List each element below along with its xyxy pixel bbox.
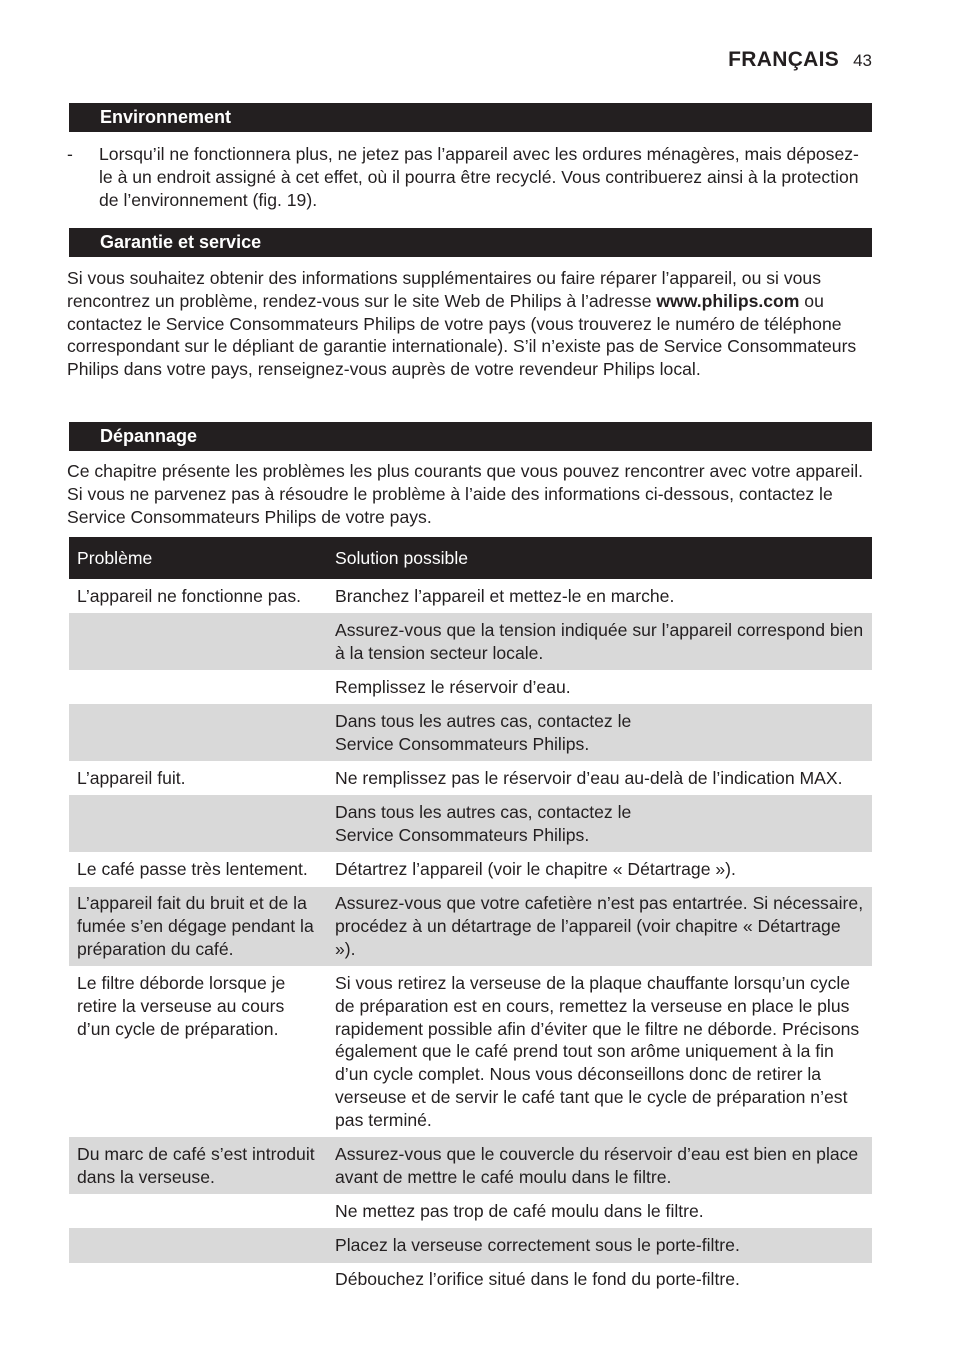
solution-cell: Placez la verseuse correctement sous le porte-filtre. <box>327 1228 872 1262</box>
table-row <box>69 670 872 704</box>
warranty-text-after: ou contactez le Service Consommateurs Philips de votre pays (vous trouverez le numéro de téléphone correspondant sur le dépliant de garantie internationale). S’il n’existe pas de Service Consommateurs Philips dans votre pays, renseignez-vous auprès de votre revendeur Philips local. <box>67 290 857 380</box>
solution-cell: Remplissez le réservoir d’eau. <box>335 676 571 697</box>
table-row <box>69 704 872 761</box>
solution-cell: Ne mettez pas trop de café moulu dans le filtre. <box>335 1200 704 1221</box>
problem-cell <box>69 613 327 670</box>
problem-cell <box>69 1194 327 1228</box>
column-header-solution: Solution possible <box>327 537 872 579</box>
problem-cell <box>69 670 327 704</box>
solution-cell: Détartrez l’appareil (voir le chapitre « Détartrage »). <box>335 859 736 880</box>
table-body <box>69 579 872 1297</box>
problem-cell: Du marc de café s’est introduit dans la verseuse. <box>69 1137 327 1194</box>
section-heading-troubleshooting: Dépannage <box>69 422 872 451</box>
table-row <box>69 761 872 795</box>
table-row <box>69 795 872 852</box>
page-header <box>728 48 872 72</box>
table-row <box>69 613 872 670</box>
problem-cell: L’appareil fait du bruit et de la fumée s’en dégage pendant la préparation du café. <box>69 887 327 967</box>
language-label: FRANÇAIS <box>728 48 840 71</box>
problem-cell <box>69 1263 327 1297</box>
warranty-text-before: Si vous souhaitez obtenir des informations supplémentaires ou faire réparer l’appareil, ou si vous rencontrez un problème, rendez-vous sur le site Web de Philips à l’adresse <box>67 268 822 311</box>
problem-cell <box>69 795 327 852</box>
solution-cell: Débouchez l’orifice situé dans le fond du porte-filtre. <box>335 1269 740 1290</box>
troubleshooting-table <box>69 537 872 1297</box>
troubleshooting-intro: Ce chapitre présente les problèmes les plus courants que vous pouvez rencontrer avec votre appareil. Si vous ne parvenez pas à résoudre le problème à l’aide des informations ci-dessous, contactez le Service Consommateurs Philips de votre pays. <box>67 461 864 527</box>
problem-cell: L’appareil ne fonctionne pas. <box>77 585 302 606</box>
solution-cell: Dans tous les autres cas, contactez le Service Consommateurs Philips. <box>327 704 872 761</box>
problem-cell: L’appareil fuit. <box>77 767 186 788</box>
column-header-problem: Problème <box>69 537 327 579</box>
solution-cell: Ne remplissez pas le réservoir d’eau au-delà de l’indication MAX. <box>335 767 843 788</box>
page-number: 43 <box>853 51 872 70</box>
table-row <box>69 887 872 967</box>
table-header-row <box>69 537 872 579</box>
philips-website-link[interactable]: www.philips.com <box>656 290 800 311</box>
problem-cell: Le café passe très lentement. <box>77 859 308 880</box>
table-row <box>69 1263 872 1297</box>
table-row <box>69 852 872 886</box>
bullet-dash: - <box>67 144 73 164</box>
environment-text: Lorsqu’il ne fonctionnera plus, ne jetez pas l’appareil avec les ordures ménagères, mais déposez-le à un endroit assigné à cet effet, où il pourra être recyclé. Vous contribuerez ainsi à la protection de l’environnement (fig. 19). <box>99 144 859 210</box>
solution-cell: Assurez-vous que la tension indiquée sur l’appareil correspond bien à la tension secteur locale. <box>327 613 872 670</box>
section-heading-warranty: Garantie et service <box>69 228 872 257</box>
solution-cell: Si vous retirez la verseuse de la plaque chauffante lorsqu’un cycle de préparation est en cours, remettez la verseuse en place le plus rapidement possible afin d’éviter que le filtre ne déborde. Précisons également que le café prend tout son arôme uniquement à la fin d’un cycle complet. Nous vous déconseillons donc de retirer la verseuse et de servir le café tant que le cycle de préparation n’est pas terminé. <box>335 973 860 1130</box>
section-heading-environment: Environnement <box>69 103 872 132</box>
table-row <box>69 579 872 613</box>
warranty-text <box>67 267 875 381</box>
problem-cell <box>69 1228 327 1262</box>
problem-cell: Le filtre déborde lorsque je retire la verseuse au cours d’un cycle de préparation. <box>77 973 286 1039</box>
table-row <box>69 1137 872 1194</box>
solution-cell: Assurez-vous que votre cafetière n’est pas entartrée. Si nécessaire, procédez à un détartrage de l’appareil (voir chapitre « Détartrage »). <box>327 887 872 967</box>
table-row <box>69 966 872 1137</box>
table-row <box>69 1194 872 1228</box>
solution-cell: Assurez-vous que le couvercle du réservoir d’eau est bien en place avant de mettre le café moulu dans le filtre. <box>327 1137 872 1194</box>
problem-cell <box>69 704 327 761</box>
solution-cell: Branchez l’appareil et mettez-le en marche. <box>335 585 675 606</box>
table-row <box>69 1228 872 1262</box>
solution-cell: Dans tous les autres cas, contactez le Service Consommateurs Philips. <box>327 795 872 852</box>
